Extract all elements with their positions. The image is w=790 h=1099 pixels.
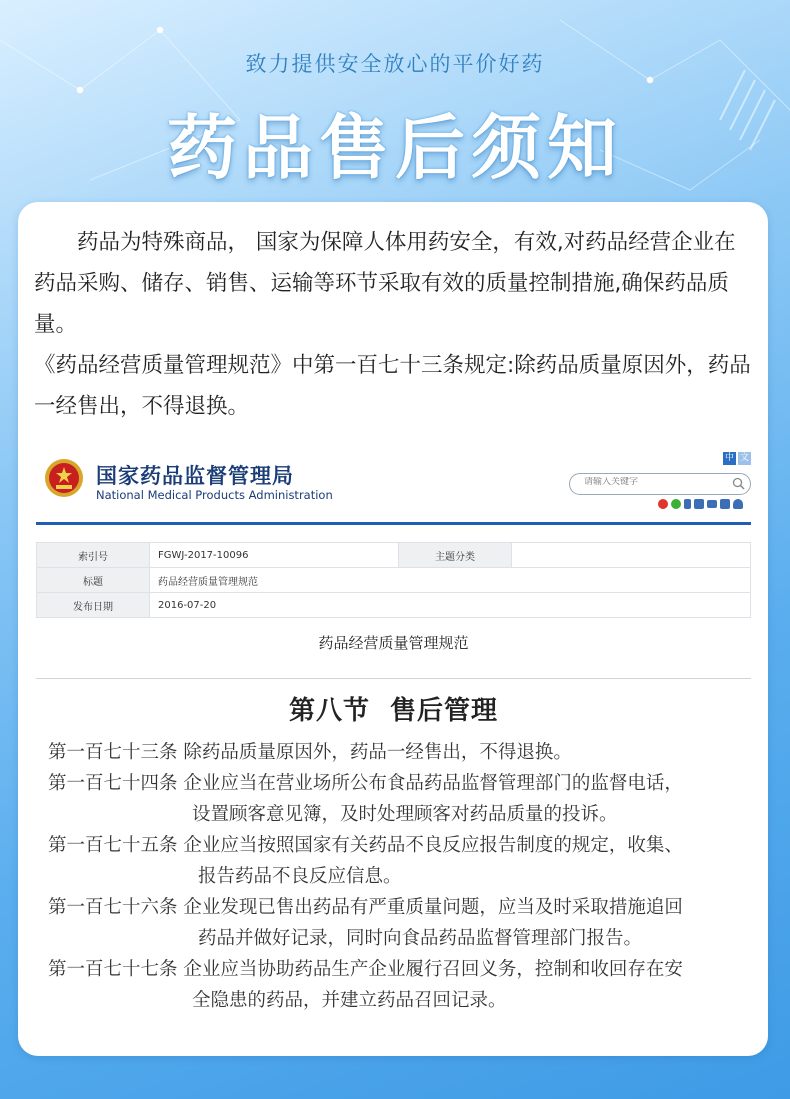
weibo-icon[interactable] [658, 499, 668, 509]
nmpa-header [36, 442, 751, 514]
meta-value [512, 543, 751, 568]
table-row [37, 568, 751, 593]
slogan-subtitle: 致力提供安全放心的平价好药 [245, 52, 545, 76]
article-text-cont: 设置顾客意见簿，及时处理顾客对药品质量的投诉。 [192, 804, 618, 825]
document-meta-table [36, 542, 751, 618]
meta-value: FGWJ-2017-10096 [150, 543, 399, 568]
page-title: 药品售后须知 [167, 107, 623, 189]
mail-icon[interactable] [707, 500, 717, 508]
article-text: 企业应当在营业场所公布食品药品监督管理部门的监督电话， [183, 773, 683, 794]
meta-value: 2016-07-20 [150, 593, 751, 618]
article-text: 企业发现已售出药品有严重质量问题，应当及时采取措施追回 [183, 897, 683, 918]
meta-value: 药品经营质量管理规范 [150, 568, 751, 593]
article-text-cont: 药品并做好记录，同时向食品药品监督管理部门报告。 [198, 928, 643, 949]
article-text: 企业应当协助药品生产企业履行召回义务，控制和收回存在安 [183, 959, 683, 980]
article-text-cont: 报告药品不良反应信息。 [198, 866, 402, 887]
list-item [48, 768, 748, 830]
lang-en-button[interactable]: 文 [739, 453, 749, 463]
article-number: 第一百七十六条 [48, 897, 184, 918]
table-row [37, 593, 751, 618]
intro-text [34, 222, 754, 427]
header-divider [36, 522, 751, 525]
article-number: 第一百七十四条 [48, 773, 184, 794]
mobile-icon[interactable] [684, 499, 691, 509]
list-item [48, 737, 748, 768]
section-heading: 第八节 售后管理 [288, 696, 499, 726]
org-name-cn: 国家药品监督管理局 [96, 464, 294, 488]
articles-list [48, 737, 748, 1016]
article-text-cont: 全隐患的药品，并建立药品召回记录。 [192, 990, 507, 1011]
article-number: 第一百七十三条 [48, 742, 184, 763]
intro-paragraph-2: 《药品经营质量管理规范》中第一百七十三条规定:除药品质量原因外，药品一经售出，不得退换。 [34, 353, 751, 419]
article-text: 除药品质量原因外，药品一经售出，不得退换。 [183, 742, 572, 763]
intro-paragraph-1: 药品为特殊商品， 国家为保障人体用药安全，有效,对药品经营企业在药品采购、储存、销售、运输等环节采取有效的质量控制措施,确保药品质量。 [34, 230, 736, 337]
content-card [18, 202, 768, 1056]
meta-key: 索引号 [37, 543, 150, 568]
divider [36, 678, 751, 679]
article-text: 企业应当按照国家有关药品不良反应报告制度的规定，收集、 [183, 835, 683, 856]
list-item [48, 830, 748, 892]
meta-key: 主题分类 [399, 543, 512, 568]
article-number: 第一百七十七条 [48, 959, 184, 980]
meta-key: 发布日期 [37, 593, 150, 618]
list-item [48, 954, 748, 1016]
message-icon[interactable] [720, 499, 730, 509]
org-name-en: National Medical Products Administration [96, 488, 333, 502]
meta-key: 标题 [37, 568, 150, 593]
app-icon[interactable] [694, 499, 704, 509]
article-number: 第一百七十五条 [48, 835, 184, 856]
user-icon[interactable] [733, 499, 743, 509]
search-box[interactable] [569, 473, 751, 495]
lang-cn-button[interactable]: 中 [724, 453, 734, 463]
wechat-icon[interactable] [671, 499, 681, 509]
search-input[interactable] [584, 477, 724, 487]
regulation-screenshot [36, 442, 751, 1042]
social-icons [658, 499, 743, 509]
national-emblem-icon [44, 458, 84, 498]
table-row [37, 543, 751, 568]
document-title: 药品经营质量管理规范 [318, 634, 469, 652]
list-item [48, 892, 748, 954]
search-icon[interactable] [732, 477, 745, 490]
